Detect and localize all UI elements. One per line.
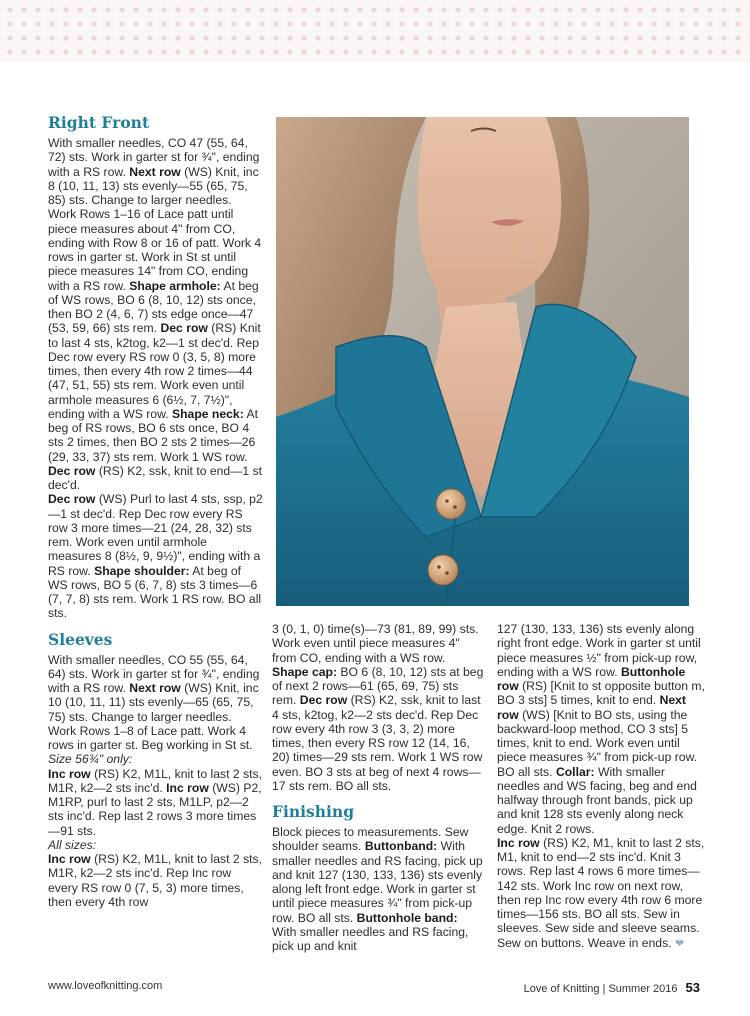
column-3	[497, 622, 707, 951]
finishing-instructions: Block pieces to measurements. Sew shoulder seams. Buttonband: With smaller needles and RS facing, pick up and knit 127 (130, 133, 136) sts evenly along left front edge. Work in garter st until piece measures ¾" from pick-up row. BO all sts. Buttonhole band: With smaller needles and RS facing, pick up and knit	[272, 825, 483, 953]
finishing-heading: Finishing	[272, 802, 355, 821]
sleeves-heading: Sleeves	[48, 629, 113, 649]
magazine-name: Love of Knitting	[523, 983, 600, 995]
model-photo	[276, 117, 689, 606]
sleeves-continued: 3 (0, 1, 0) time(s)—73 (81, 89, 99) sts. Work even until piece measures 4" from CO, ending with a WS row. Shape cap: BO 6 (8, 10, 12) sts at beg of next 2 rows—61 (65, 69, 75) sts rem. Dec row (RS) K2, ssk, knit to last 4 sts, k2tog, k2—2 sts dec'd. Rep Dec row every 4th row 3 (3, 3, 2) more times, then every RS row 12 (14, 16, 20) times—29 sts rem. Work 1 WS row even. BO 3 sts at beg of next 4 rows—17 sts rem. BO all sts.	[272, 622, 484, 793]
dotted-header-band	[0, 0, 750, 62]
footer-url[interactable]: www.loveofknitting.com	[48, 980, 163, 992]
heart-icon: ❤	[674, 937, 685, 950]
issue-date: Summer 2016	[608, 983, 678, 995]
column-1	[48, 114, 263, 909]
all-sizes-label: All sizes:	[48, 837, 97, 852]
column-2	[272, 622, 485, 953]
right-front-instructions: With smaller needles, CO 47 (55, 64, 72) sts. Work in garter st for ¾", ending with a RS row. Next row (WS) Knit, inc 8 (10, 11, 13) sts evenly—55 (65, 75, 85) sts. Change to larger needles. Work Rows 1–16 of Lace patt until piece measures about 4" from CO, ending with Row 8 or 16 of patt. Work 4 rows in garter st. Work in St st until piece measures 14" from CO, ending with a RS row. Shape armhole: At beg of WS rows, BO 6 (8, 10, 12) sts once, then BO 2 (4, 6, 7) sts edge once—47 (53, 59, 66) sts rem. Dec row (RS) Knit to last 4 sts, k2tog, k2—1 st dec'd. Rep Dec row every RS row 0 (3, 5, 8) more times, then every 4th row 2 times—44 (47, 51, 55) sts rem. Work even until armhole measures 6 (6½, 7, 7½)", ending with a WS row. Shape neck: At beg of RS rows, BO 6 sts once, BO 4 sts 2 times, then BO 2 sts 2 times—26 (29, 33, 37) sts rem. Work 1 WS row. Dec row (RS) K2, ssk, knit to end—1 st dec'd. Dec row (WS) Purl to last 4 sts, ssp, p2—1 st dec'd. Rep Dec row every RS row 3 more times—21 (24, 28, 32) sts rem. Work even until armhole measures 8 (8½, 9, 9½)", ending with a RS row. Shape shoulder: At beg of WS rows, BO 5 (6, 7, 8) sts 3 times—6 (7, 7, 8) sts rem. Work 1 RS row. BO all sts.	[48, 136, 263, 621]
footer-issue: Love of Knitting | Summer 2016 53	[523, 980, 700, 995]
right-front-heading: Right Front	[48, 113, 150, 132]
sleeves-instructions: With smaller needles, CO 55 (55, 64, 64) sts. Work in garter st for ¾", ending with a RS row. Next row (WS) Knit, inc 10 (10, 11, 11) sts evenly—65 (65, 75, 75) sts. Change to larger needles. Work Rows 1–8 of Lace patt. Work 4 rows in garter st. Beg working in St st. Size 56¾" only: Inc row (RS) K2, M1L, knit to last 2 sts, M1R, k2—2 sts inc'd. Inc row (WS) P2, M1RP, purl to last 2 sts, M1LP, p2—2 sts inc'd. Rep last 2 rows 3 more times—91 sts. All sizes: Inc row (RS) K2, M1L, knit to last 2 sts, M1R, k2—2 sts inc'd. Rep Inc row every RS row 0 (7, 5, 3) more times, then every 4th row	[48, 652, 263, 909]
page-number: 53	[685, 980, 700, 995]
size-label: Size 56¾" only:	[48, 752, 133, 767]
finishing-continued: 127 (130, 133, 136) sts evenly along right front edge. Work in garter st until piece measures ½" from pick-up row, ending with a WS row. Buttonhole row (RS) [Knit to st opposite button m, BO 3 sts] 5 times, knit to end. Next row (WS) [Knit to BO sts, using the backward-loop method, CO 3 sts] 5 times, knit to end. Work even until piece measures ¾" from pick-up row. BO all sts. Collar: With smaller needles and WS facing, beg and end halfway through front bands, pick up and knit 128 sts evenly along neck edge. Knit 2 rows. Inc row (RS) K2, M1, knit to last 2 sts, M1, knit to end—2 sts inc'd. Knit 3 rows. Rep last 4 rows 6 more times—142 sts. Work Inc row on next row, then rep Inc row every 4th row 6 more times—156 sts. BO all sts. Sew in sleeves. Sew side and sleeve seams. Sew on buttons. Weave in ends. ❤	[497, 622, 705, 950]
